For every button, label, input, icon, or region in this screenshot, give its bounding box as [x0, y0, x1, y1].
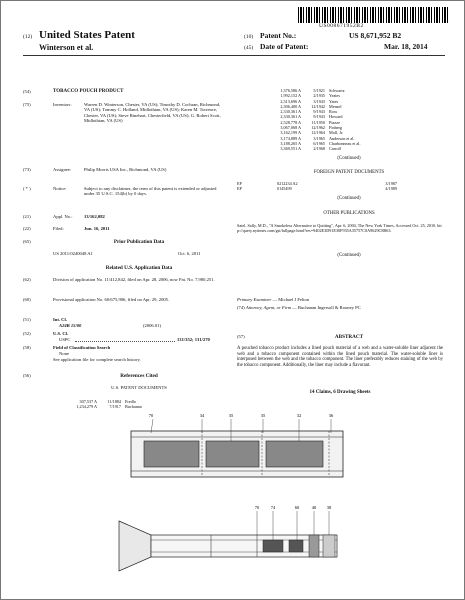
ref-date: 12/1942 [311, 103, 325, 109]
intcl-label: Int. Cl. [53, 317, 67, 322]
ref-number: 2,306,400 A [280, 103, 301, 109]
ref-label: 70 [148, 413, 154, 418]
uspc-value: 131/352; 131/270 [177, 337, 210, 342]
attorney-line: (74) Attorney, Agent, or Firm — Buchanan Ingersoll & Rooney PC [237, 305, 361, 310]
ref-date: 2/1968 [313, 146, 325, 152]
notice-code: ( * ) [23, 186, 31, 191]
attorney-code: (74) [237, 305, 245, 310]
other-publication: Satel, Sally, M.D., "A Smokeless Alternative to Quitting", Apr. 6, 2004, The New York Times, Accessed Oct. 25, 2010. http://query.nytimes.com/gst/fullpage.html?res=9402E3D91E30F935A35757C0A9629C8B63. [237, 223, 442, 233]
ref-number: 1,992,152 A [280, 93, 301, 99]
ref-name: Yates [329, 98, 339, 104]
uspc-label: USPC [59, 337, 71, 342]
abstract-text: A pouched tobacco product includes a lined pouch material of a web and a water-soluble liner adjacent the web and a tobacco component contained within the lined pouch material. The water-soluble liner is interposed between the web and the tobacco component. The liner preferably reduces staining of the web by the tobacco component. Additionally, the liner may include a flavorant. [237, 346, 443, 368]
ref-number: 3,369,551 A [280, 146, 301, 152]
prior-code: (65) [23, 239, 31, 244]
barcode-number: US008671952B2 [319, 23, 364, 29]
ref-number: 2,330,361 A [280, 114, 301, 120]
prior-publication-title: Prior Publication Data [113, 239, 165, 245]
attorney-name: Buchanan Ingersoll & Rooney PC [297, 305, 361, 310]
list-item [259, 146, 439, 151]
patent-no-label: Patent No.: [260, 31, 297, 40]
ref-number: 0212234 A2 [277, 181, 298, 186]
ref-name: Yeates [329, 93, 340, 99]
ref-label: 38 [326, 505, 332, 510]
examiner-label: Primary Examiner [237, 297, 272, 302]
ref-label: 74 [270, 505, 276, 510]
inventors-code: (75) [23, 102, 31, 107]
appl-label: Appl. No.: [53, 214, 73, 219]
ref-label: 35 [228, 413, 234, 418]
division-text: Division of application No. 11/412,842, filed on Apr. 28, 2006, now Pat. No. 7,980,251. [53, 277, 215, 282]
inventors-list: Warren D. Winterson, Chester, VA (US); Timothy D. Cochran, Richmond, VA (US); Tommy C. Holland, Midlothian, VA (US); Karen M. Torrence, Chester, VA (US); Steve Rinehart, Chesterfield, VA (US); G. Robert Scott, Midlothian, VA (US) [84, 102, 221, 124]
notice-text: Subject to any disclaimer, the term of this patent is extended or adjusted under 35 U.S.C. 154(b) by 0 days. [84, 186, 217, 197]
abstract-title: ABSTRACT [334, 334, 364, 340]
ref-name: Finberg [329, 125, 342, 131]
division-code: (62) [23, 277, 31, 282]
date-label: Date of Patent: [260, 42, 309, 51]
prior-pub-number: US 2011/0240048 A1 [53, 251, 93, 256]
provisional-text: Provisional application No. 60/675,906, filed on Apr. 29, 2005. [53, 297, 170, 302]
inventors-label: Inventors: [53, 102, 72, 107]
ref-date: 12/1964 [311, 130, 325, 136]
uscl-code: (52) [23, 331, 31, 336]
appl-number: 13/162,082 [84, 214, 105, 219]
ref-label: 34 [199, 413, 205, 418]
field-code: (58) [23, 345, 31, 350]
figure-tube-device [119, 505, 337, 571]
ref-date: 11/1884 [107, 399, 121, 404]
patent-date: Mar. 18, 2014 [384, 42, 428, 51]
ref-date: 2/1935 [313, 93, 325, 99]
uscl-label: U.S. Cl. [53, 331, 69, 336]
header-rule [23, 55, 445, 56]
attorney-label: Attorney, Agent, or Firm [245, 305, 292, 310]
field-label: Field of Classification Search [53, 345, 111, 350]
ref-name: Moll, Jr. [329, 130, 344, 136]
ref-date: 3/1943 [313, 98, 325, 104]
barcode [298, 7, 448, 23]
ref-date: 6/1965 [313, 140, 325, 146]
appl-code: (21) [23, 214, 31, 219]
ref-label: 32 [296, 413, 302, 418]
references-title: References Cited [120, 373, 158, 379]
ref-number: 1,376,586 A [280, 88, 301, 93]
other-pubs-title: OTHER PUBLICATIONS [323, 211, 375, 216]
document-type: United States Patent [39, 29, 135, 41]
filed-date: Jun. 16, 2011 [84, 226, 110, 231]
ref-date: 7/1917 [109, 404, 121, 410]
examiner-line: Primary Examiner — Michael J Felton [237, 297, 310, 302]
ref-date: 9/1943 [313, 114, 325, 120]
claims-summary: 14 Claims, 6 Drawing Sheets [309, 390, 371, 395]
ref-number: 3,188,265 A [280, 140, 301, 146]
country-code: EP [237, 186, 242, 192]
field-note: See application file for complete search history. [53, 357, 141, 362]
ref-number: 3,067,068 A [280, 125, 301, 131]
ref-name: Fredlo [125, 399, 136, 404]
ref-number: 2,313,696 A [280, 98, 301, 104]
list-item [237, 186, 437, 191]
assignee-label: Assignee: [53, 167, 72, 172]
ref-name: Piazze [329, 119, 340, 125]
us-docs-title: U.S. PATENT DOCUMENTS [111, 385, 167, 390]
ref-date: 4/1989 [385, 186, 397, 192]
ref-number: 307,537 A [79, 399, 97, 404]
intcl-year: (2006.01) [143, 323, 161, 328]
filed-label: Filed: [53, 226, 64, 231]
patent-number: US 8,671,952 B2 [349, 31, 402, 40]
notice-label: Notice: [53, 186, 67, 191]
intcl-class: A24B 15/00 [59, 323, 82, 328]
ref-name: Schwartz [329, 88, 345, 93]
ref-number: 3,162,199 A [280, 130, 301, 136]
related-data-title: Related U.S. Application Data [105, 265, 173, 271]
prior-pub-date: Oct. 6, 2011 [178, 251, 201, 256]
patent-drawings [1, 401, 464, 599]
ref-name: Ross [329, 109, 338, 115]
invention-title: TOBACCO POUCH PRODUCT [53, 89, 124, 94]
code-45: (45) [244, 45, 254, 51]
field-value: None [59, 351, 69, 356]
ref-name: Howard [329, 114, 343, 120]
ref-date: 3/1965 [313, 135, 325, 141]
ref-label: 36 [328, 413, 334, 418]
continued-1: (Continued) [337, 156, 361, 161]
figure-pouch-strip [131, 413, 343, 477]
ref-date: 5/1921 [313, 88, 325, 93]
ref-name: Buchanan [125, 404, 142, 410]
ref-name: Charbonneau et al. [329, 140, 361, 146]
ref-number: 1,234,279 A [76, 404, 97, 410]
title-code: (54) [23, 89, 31, 94]
ref-number: 2,330,361 A [280, 109, 301, 115]
ref-number: 0145499 [277, 186, 292, 192]
examiner-name: Michael J Felton [278, 297, 310, 302]
provisional-code: (60) [23, 297, 31, 302]
ref-number: 2,528,778 A [280, 119, 301, 125]
assignee-code: (73) [23, 167, 31, 172]
ref-date: 3/1987 [385, 181, 397, 186]
country-code: EP [237, 181, 242, 186]
ref-date: 9/1943 [313, 109, 325, 115]
abstract-code: (57) [237, 334, 245, 339]
ref-name: Anderson et al. [329, 135, 355, 141]
ref-number: 3,174,889 A [280, 135, 301, 141]
authors: Winterson et al. [39, 43, 94, 52]
ref-date: 12/1962 [311, 125, 325, 131]
ref-label: 70 [254, 505, 260, 510]
continued-3: (Continued) [337, 253, 361, 258]
continued-2: (Continued) [337, 196, 361, 201]
foreign-refs-list [237, 181, 437, 192]
code-10: (10) [244, 34, 254, 40]
code-12: (12) [23, 34, 33, 40]
foreign-docs-title: FOREIGN PATENT DOCUMENTS [313, 170, 385, 175]
ref-name: Menzel [329, 103, 342, 109]
ref-label: 40 [311, 505, 317, 510]
ref-label: 60 [294, 505, 300, 510]
assignee: Philip Morris USA Inc., Richmond, VA (US) [84, 167, 167, 172]
intcl-code: (51) [23, 317, 31, 322]
refs-code: (56) [23, 373, 31, 378]
right-refs-list [259, 88, 439, 152]
filed-code: (22) [23, 226, 31, 231]
uspc-leader [75, 341, 175, 342]
ref-label: 35 [260, 413, 266, 418]
ref-name: Carroll [329, 146, 341, 152]
ref-date: 11/1950 [311, 119, 325, 125]
